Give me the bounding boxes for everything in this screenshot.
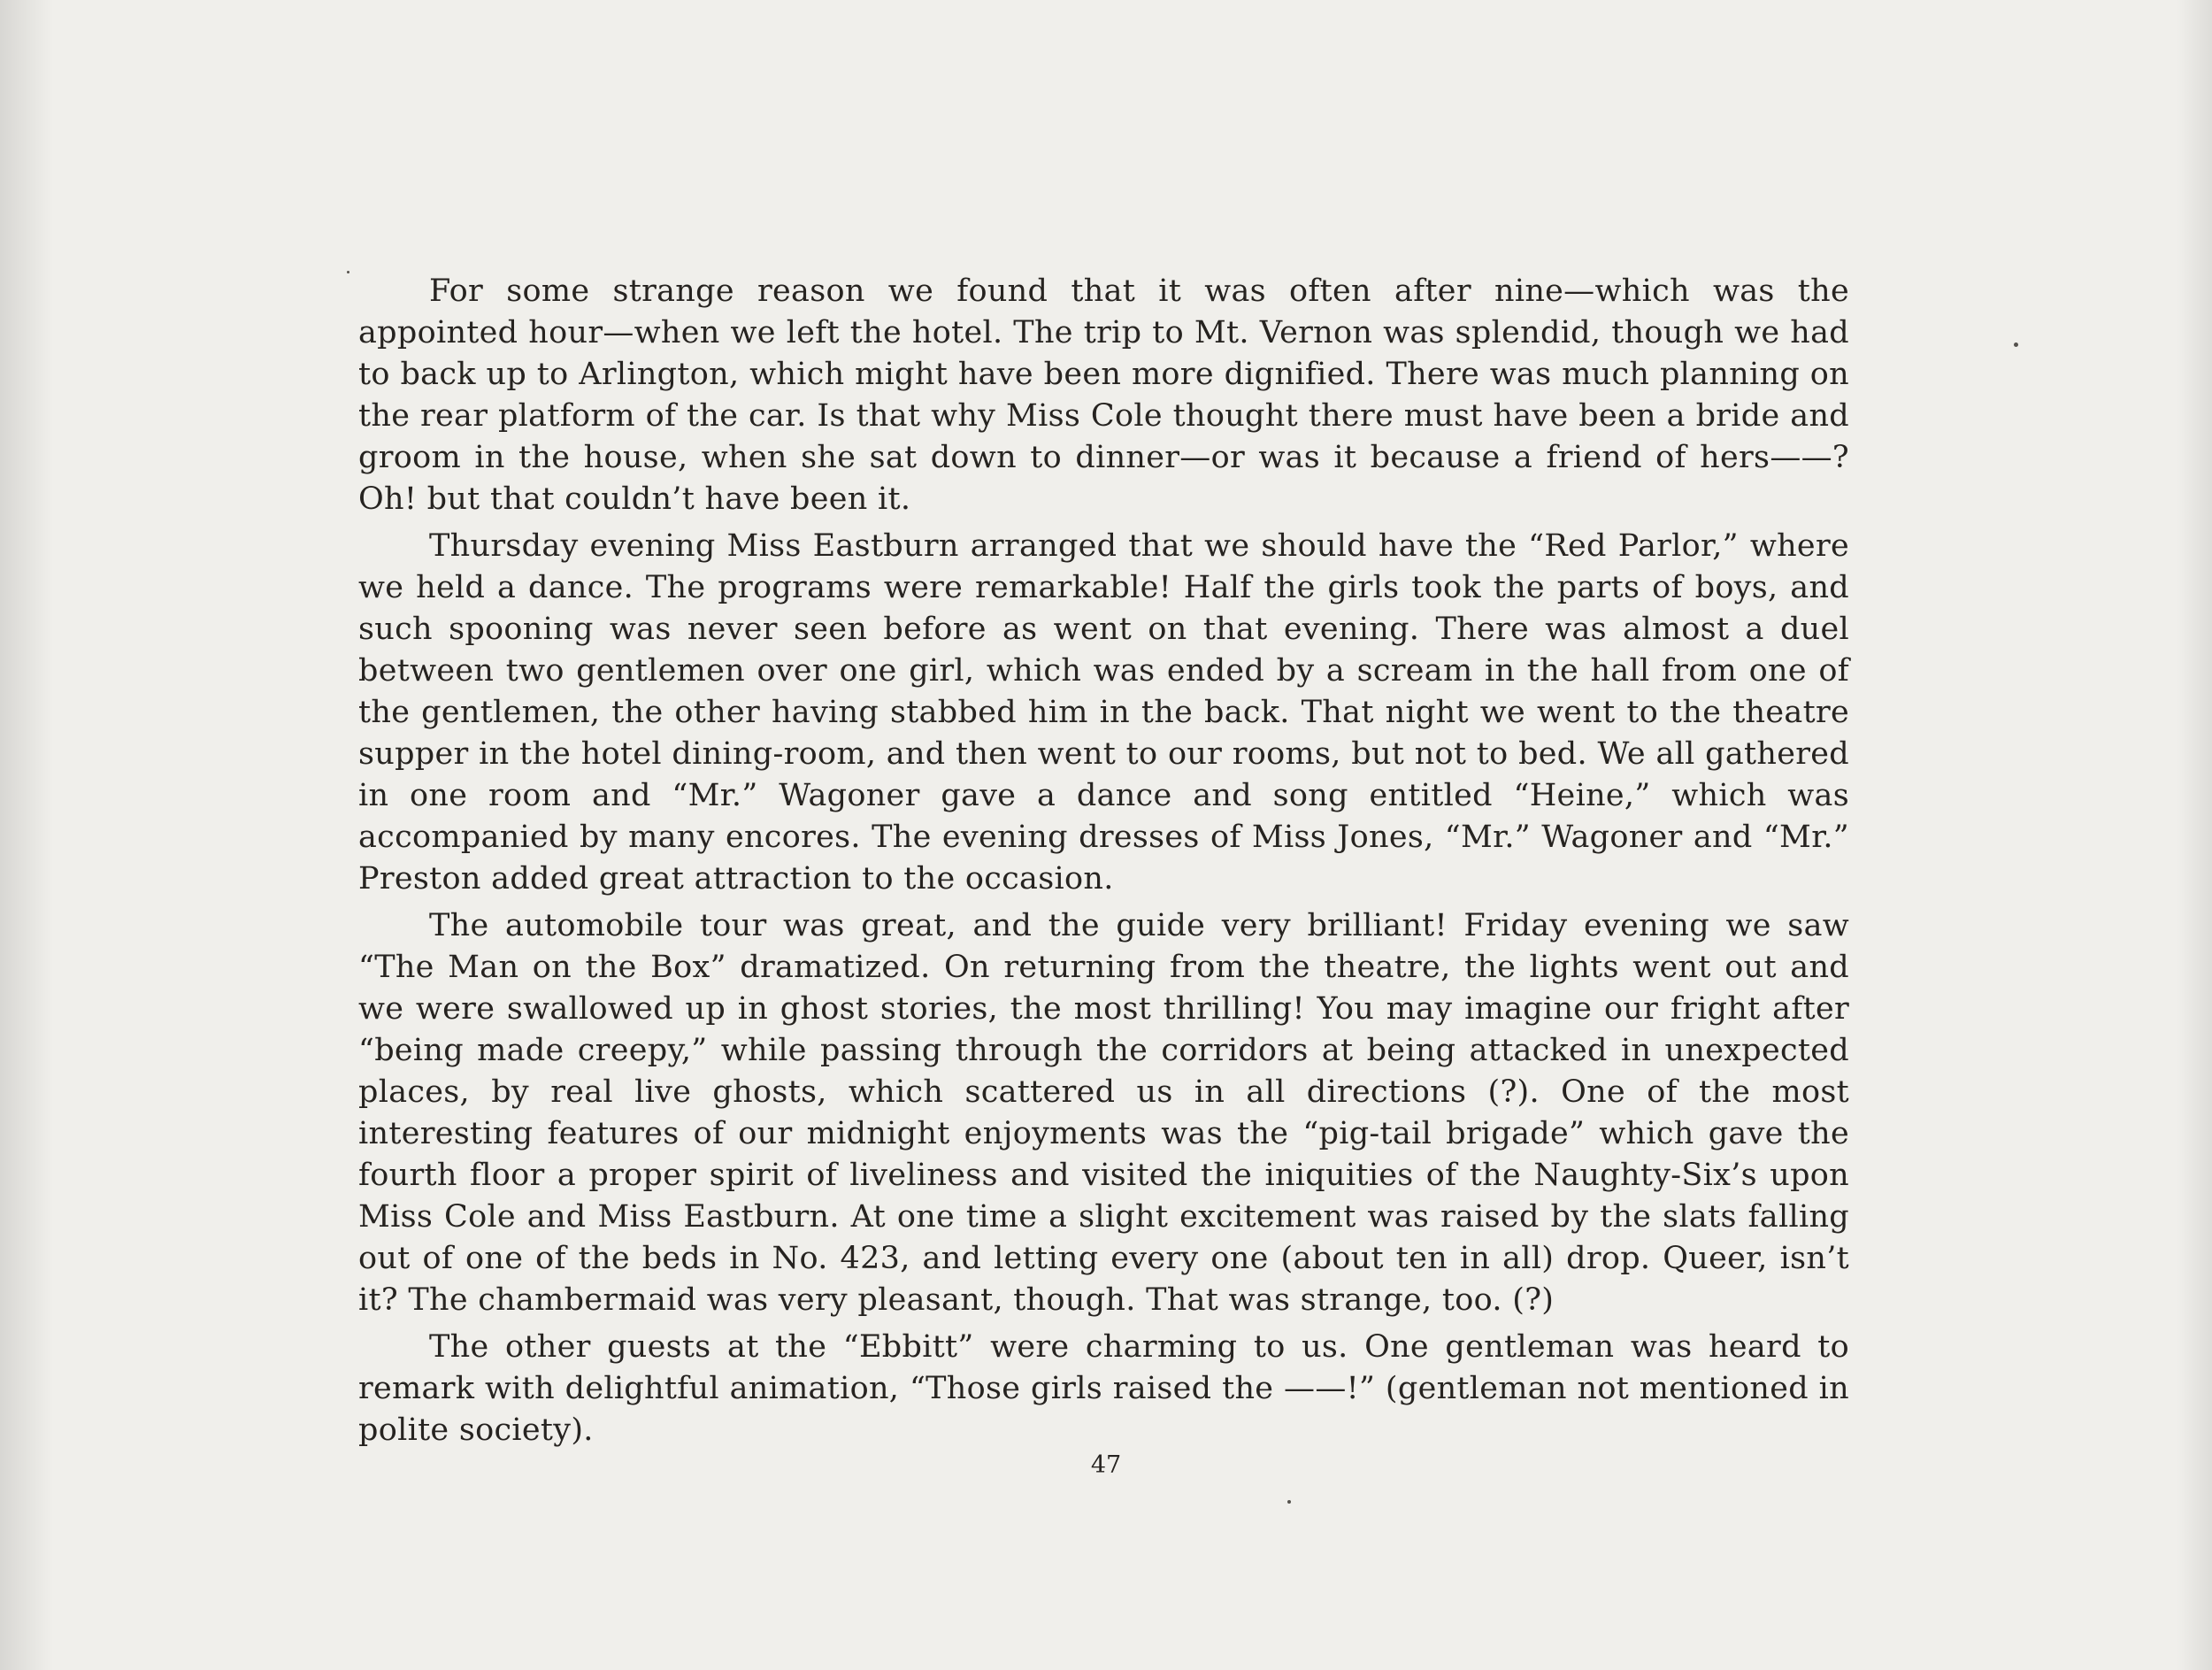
paragraph: For some strange reason we found that it was often after nine—which was the appointed hour—when we left the hotel. The trip to Mt. Vernon was splendid, though we had to back up to Arlington, which might have been more dignified. There was much planning on the rear platform of the car. Is that why Miss Cole thought there must have been a bride and groom in the house, when she sat down to dinner—or was it because a friend of hers——? Oh! but that couldn’t have been it. [358, 273, 1849, 517]
paragraph: Thursday evening Miss Eastburn arranged that we should have the “Red Parlor,” where we held a dance. The programs were remarkable! Half the girls took the parts of boys, and such spooning was never seen before as went on that evening. There was almost a duel between two gentlemen over one girl, which was ended by a scream in the hall from one of the gentlemen, the other having stabbed him in the back. That night we went to the theatre supper in the hotel dining-room, and then went to our rooms, but not to bed. We all gathered in one room and “Mr.” Wagoner gave a dance and song entitled “Heine,” which was accompanied by many encores. The evening dresses of Miss Jones, “Mr.” Wagoner and “Mr.” Preston added great attraction to the occasion. [358, 528, 1849, 897]
paragraph: The other guests at the “Ebbitt” were charming to us. One gentleman was heard to remark with delightful animation, “Those girls raised the ——!” (gentleman not mentioned in polite society). [358, 1329, 1849, 1448]
page-edge-shadow [2177, 0, 2212, 1670]
ink-speck [2014, 342, 2018, 347]
spine-shadow [0, 0, 53, 1670]
paragraph: The automobile tour was great, and the guide very brilliant! Friday evening we saw “The Man on the Box” dramatized. On returning from the theatre, the lights went out and we were swallowed up in ghost stories, the most thrilling! You may imagine our fright after “being made creepy,” while passing through the corridors at being attacked in unexpected places, by real live ghosts, which scattered us in all directions (?). One of the most interesting features of our midnight enjoyments was the “pig-tail brigade” which gave the fourth floor a proper spirit of liveliness and visited the iniquities of the Naughty-Six’s upon Miss Cole and Miss Eastburn. At one time a slight excitement was raised by the slats falling out of one of the beds in No. 423, and letting every one (about ten in all) drop. Queer, isn’t it? The chambermaid was very pleasant, though. That was strange, too. (?) [358, 908, 1849, 1318]
ink-speck [347, 271, 349, 273]
ink-speck [1287, 1500, 1291, 1504]
page-number: 47 [1090, 1451, 1122, 1479]
body-text [358, 271, 1849, 1457]
